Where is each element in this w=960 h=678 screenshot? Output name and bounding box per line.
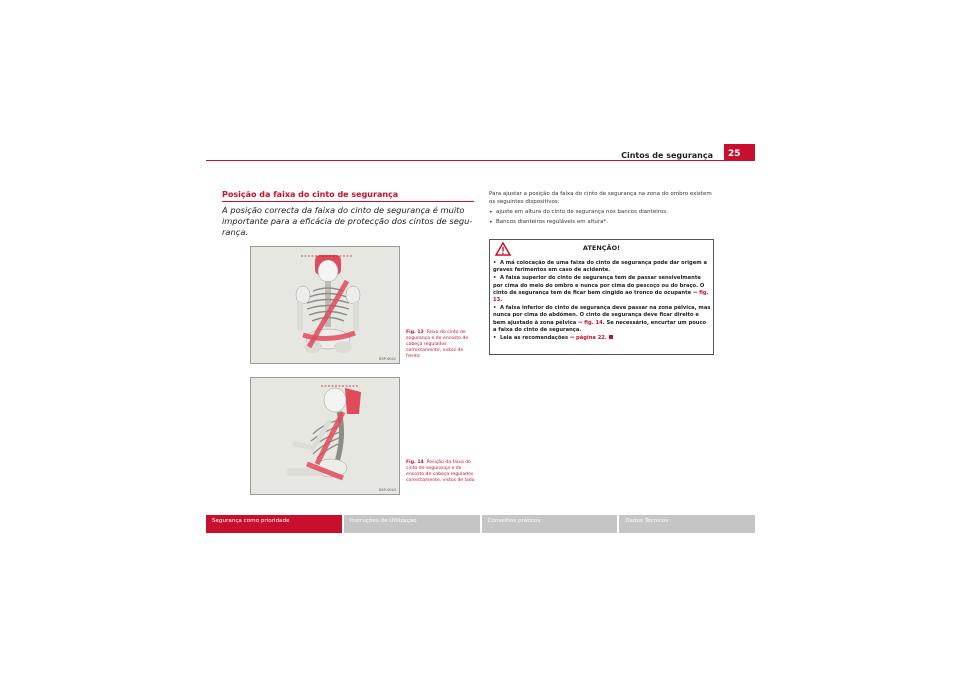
bullet-text: Bancos dianteiros reguláveis em altura*. [496,218,609,225]
section-rule [222,201,474,202]
section-title: Posição da faixa do cinto de segurança [222,190,399,199]
figure-14-side-view [250,377,400,495]
warning-item-text: A faixa superior do cinto de segurança tem de passar sensivelmente por cima do meio do ombro e nunca por cima do pescoço ou do braço. O cinto de segurança tem de ficar bem cingido ao tronco do ocupante [493,275,705,296]
footer-tab-safety[interactable]: Segurança como prioridade [206,515,342,533]
figure-14-code: B5P-0043 [379,488,396,492]
footer-tab-practical-tips[interactable]: Conselhos práticos [482,515,618,533]
figure-14-caption [406,460,478,484]
figure-13-caption [406,330,478,360]
warning-item: • Leia as recomendações ⇒ página 22. [493,335,711,342]
headrest-side-shape [345,388,361,414]
warning-item-text: A faixa inferior do cinto de segurança deve passar na zona pélvica, mas nunca por cima do abdómen. O cinto de segurança deve ficar direito e bem ajustado à zona pélvica [493,305,711,326]
footer-tab-instructions[interactable]: Instruções de Utilização [344,515,480,533]
bullet-item: • Bancos dianteiros reguláveis em altura*. [489,218,609,226]
warning-title: ATENÇÃO! [582,244,621,252]
footer-tab-technical-data[interactable]: Dados Técnicos [619,515,755,533]
warning-item-text: Leia as recomendações [499,335,569,342]
page-22-reference-link[interactable]: ⇒ página 22. [569,335,607,342]
skeleton-side-illustration [251,378,399,494]
right-column [489,191,714,228]
warning-item: • A má colocação de uma faixa do cinto de segurança pode dar origem a graves ferimentos em caso de acidente. [493,260,708,274]
figure-14-label: Fig. 14 [406,460,424,465]
figure-13-label: Fig. 13 [406,330,424,335]
warning-body [493,260,711,343]
warning-item-text: A má colocação de uma faixa do cinto de segurança pode dar origem a graves ferimentos em caso de acidente. [493,260,708,274]
skeleton-front-illustration [251,247,399,363]
footer-nav [206,515,755,533]
figure-14-caption-text: Posição da faixa do cinto de segurança e do encosto de cabeça regulados correctamente, vistos de lado [406,460,475,483]
page-number: 25 [724,144,755,161]
figure-14-reference-link[interactable]: ⇒ fig. 14 [578,319,603,326]
figure-13-front-view [250,246,400,364]
section-intro: A posição correcta da faixa do cinto de segurança é muito importante para a eficácia de protecção dos cintos de segu-rança. [222,205,473,237]
header-rule [206,160,724,161]
figure-13-caption-text: Faixa do cinto de segurança e do encosto de cabeça regulados correctamente, vistos de frente [406,330,469,359]
running-header-title: Cintos de segurança [621,151,713,160]
warning-item: • A faixa inferior do cinto de segurança deve passar na zona pélvica, mas nunca por cima do abdómen. O cinto de segurança deve ficar direito e bem ajustado à zona pélvica ⇒ fig. 14. Se necessário, encurtar um pouco a faixa do cinto de segurança. [493,305,711,333]
bullet-item: • ajuste em altura do cinto de segurança nos bancos dianteiros. [489,209,668,216]
end-of-section-mark [609,335,613,339]
adjustment-paragraph: Para ajustar a posição da faixa do cinto de segurança na zona do ombro existem os seguintes dispositivos: [489,191,712,205]
figure-13-code: B5P-0042 [379,357,396,361]
bullet-text: ajuste em altura do cinto de segurança nos bancos dianteiros. [496,209,668,215]
figure-13-reference-link[interactable]: ⇒ fig. 13 [493,289,709,304]
warning-box [489,239,714,355]
warning-item: • A faixa superior do cinto de segurança tem de passar sensivelmente por cima do meio do ombro e nunca por cima do pescoço ou do braço. O cinto de segurança tem de ficar bem cingido ao tronco do ocupante ⇒ fig. 13. [493,275,709,304]
